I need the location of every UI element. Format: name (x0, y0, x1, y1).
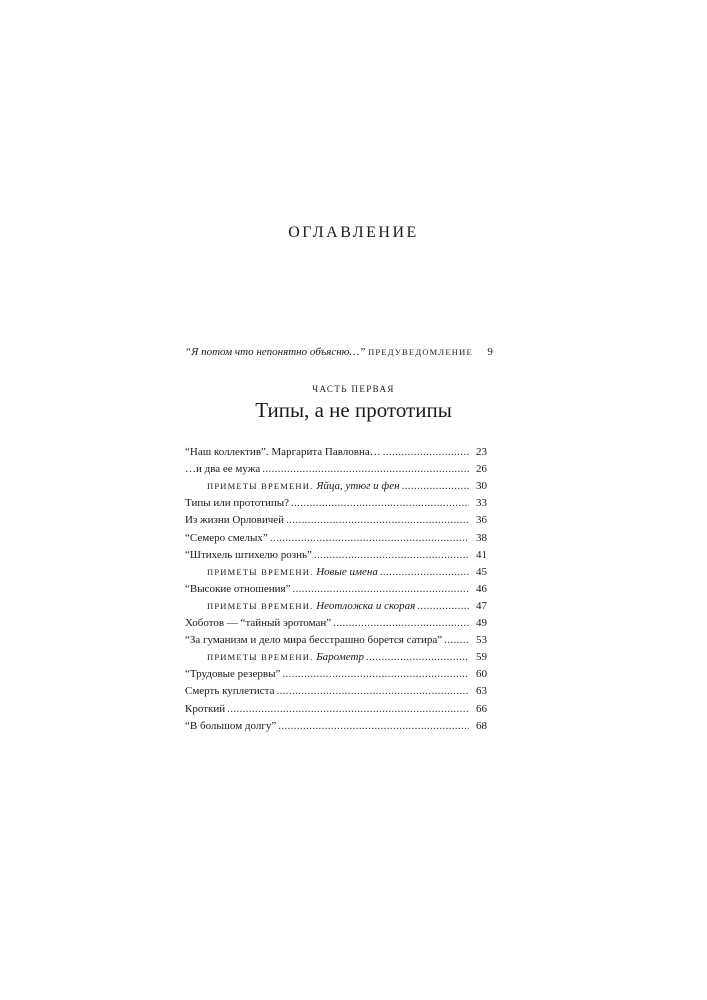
dot-leader (417, 598, 469, 614)
dot-leader (286, 512, 469, 528)
toc-entry[interactable] (185, 615, 487, 631)
toc-entry-title (185, 344, 473, 360)
toc-entry-title: “За гуманизм и дело мира бесстрашно борется сатира” (185, 634, 443, 647)
section-label: ПРИМЕТЫ ВРЕМЕНИ. (207, 566, 314, 577)
dot-leader (270, 530, 469, 546)
toc-entry[interactable] (185, 649, 487, 665)
toc-entry-title: Смерть куплетиста (185, 685, 275, 698)
toc-entry[interactable] (185, 666, 487, 682)
toc-entry[interactable] (185, 564, 487, 580)
dot-leader (366, 649, 469, 665)
toc-page-number: 59 (476, 651, 487, 664)
toc-page-number: 60 (476, 668, 487, 681)
dot-leader (227, 701, 469, 717)
toc-entry-title (207, 478, 400, 494)
toc-page-number: 68 (476, 719, 487, 732)
toc-entry[interactable] (185, 444, 487, 460)
toc-entry[interactable] (185, 632, 487, 648)
dot-leader (333, 615, 469, 631)
section-italic-title: Яйца, утюг и фен (316, 480, 400, 493)
section-label: ПРИМЕТЫ ВРЕМЕНИ. (207, 652, 314, 663)
toc-entry-title: Из жизни Орловичей (185, 514, 285, 527)
toc-entry-title: Типы или прототипы? (185, 497, 289, 510)
toc-page-number: 46 (476, 582, 487, 595)
dot-leader (383, 444, 469, 460)
toc-entry[interactable] (185, 530, 487, 546)
toc-entry-title (207, 598, 415, 614)
dot-leader (314, 547, 469, 563)
dot-leader (276, 683, 469, 699)
toc-page-number: 38 (476, 531, 487, 544)
toc-entry-title: “Семеро смелых” (185, 531, 268, 544)
page-title: ОГЛАВЛЕНИЕ (288, 224, 419, 241)
toc-entry-title (207, 649, 364, 665)
toc-page-number: 41 (476, 548, 487, 561)
toc-entry[interactable] (185, 718, 487, 734)
toc-page-number: 53 (476, 634, 487, 647)
toc-entry-preface[interactable] (185, 344, 493, 360)
toc-page-number: 66 (476, 702, 487, 715)
toc-page-number: 33 (476, 497, 487, 510)
dot-leader (402, 478, 469, 494)
toc-entry[interactable] (185, 461, 487, 477)
toc-entry-title (207, 564, 378, 580)
section-label: ПРИМЕТЫ ВРЕМЕНИ. (207, 600, 314, 611)
toc-page-number: 47 (476, 599, 487, 612)
section-italic-title: Неотложка и скорая (316, 599, 416, 612)
toc-entry[interactable] (185, 683, 487, 699)
dot-leader (282, 666, 469, 682)
toc-entry[interactable] (185, 547, 487, 563)
preface-italic: “Я потом что непонятно объясню…” (185, 346, 366, 358)
dot-leader (292, 581, 469, 597)
section-italic-title: Барометр (316, 651, 364, 664)
toc-entry-title: Хоботов — “тайный эротоман” (185, 617, 332, 629)
part-label: ЧАСТЬ ПЕРВАЯ (312, 384, 395, 394)
dot-leader (278, 718, 469, 734)
part-title: Типы, а не прототипы (255, 398, 452, 422)
toc-page-number: 26 (476, 463, 487, 476)
section-italic-title: Новые имена (316, 565, 378, 578)
toc-page-number: 63 (476, 685, 487, 698)
toc-page-number: 9 (487, 346, 493, 358)
toc-entry[interactable] (185, 495, 487, 511)
dot-leader (262, 461, 469, 477)
toc-entry[interactable] (185, 512, 487, 528)
toc-page-number: 49 (476, 617, 487, 629)
toc-page-number: 30 (476, 480, 487, 493)
toc-entry[interactable] (185, 581, 487, 597)
toc-entry-title: …и два ее мужа (185, 463, 261, 476)
toc-entry-title: Кроткий (185, 702, 226, 715)
toc-entry[interactable] (185, 701, 487, 717)
dot-leader (380, 564, 469, 580)
toc-entry[interactable] (185, 478, 487, 494)
preface-label: ПРЕДУВЕДОМЛЕНИЕ (368, 347, 473, 357)
toc-entry-title: “Высокие отношения” (185, 582, 291, 595)
toc-entry-title: “В большом долгу” (185, 719, 277, 732)
dot-leader (291, 495, 469, 511)
toc-page-number: 36 (476, 514, 487, 527)
toc-page-number: 45 (476, 565, 487, 578)
toc-entry-title: “Штихель штихелю рознь” (185, 548, 312, 561)
toc-entry-title: “Трудовые резервы” (185, 668, 281, 681)
dot-leader (444, 632, 469, 648)
section-label: ПРИМЕТЫ ВРЕМЕНИ. (207, 481, 314, 492)
toc-entry-title: “Наш коллектив”. Маргарита Павловна… (185, 446, 381, 458)
toc-page-number: 23 (476, 446, 487, 458)
toc-entry[interactable] (185, 598, 487, 614)
